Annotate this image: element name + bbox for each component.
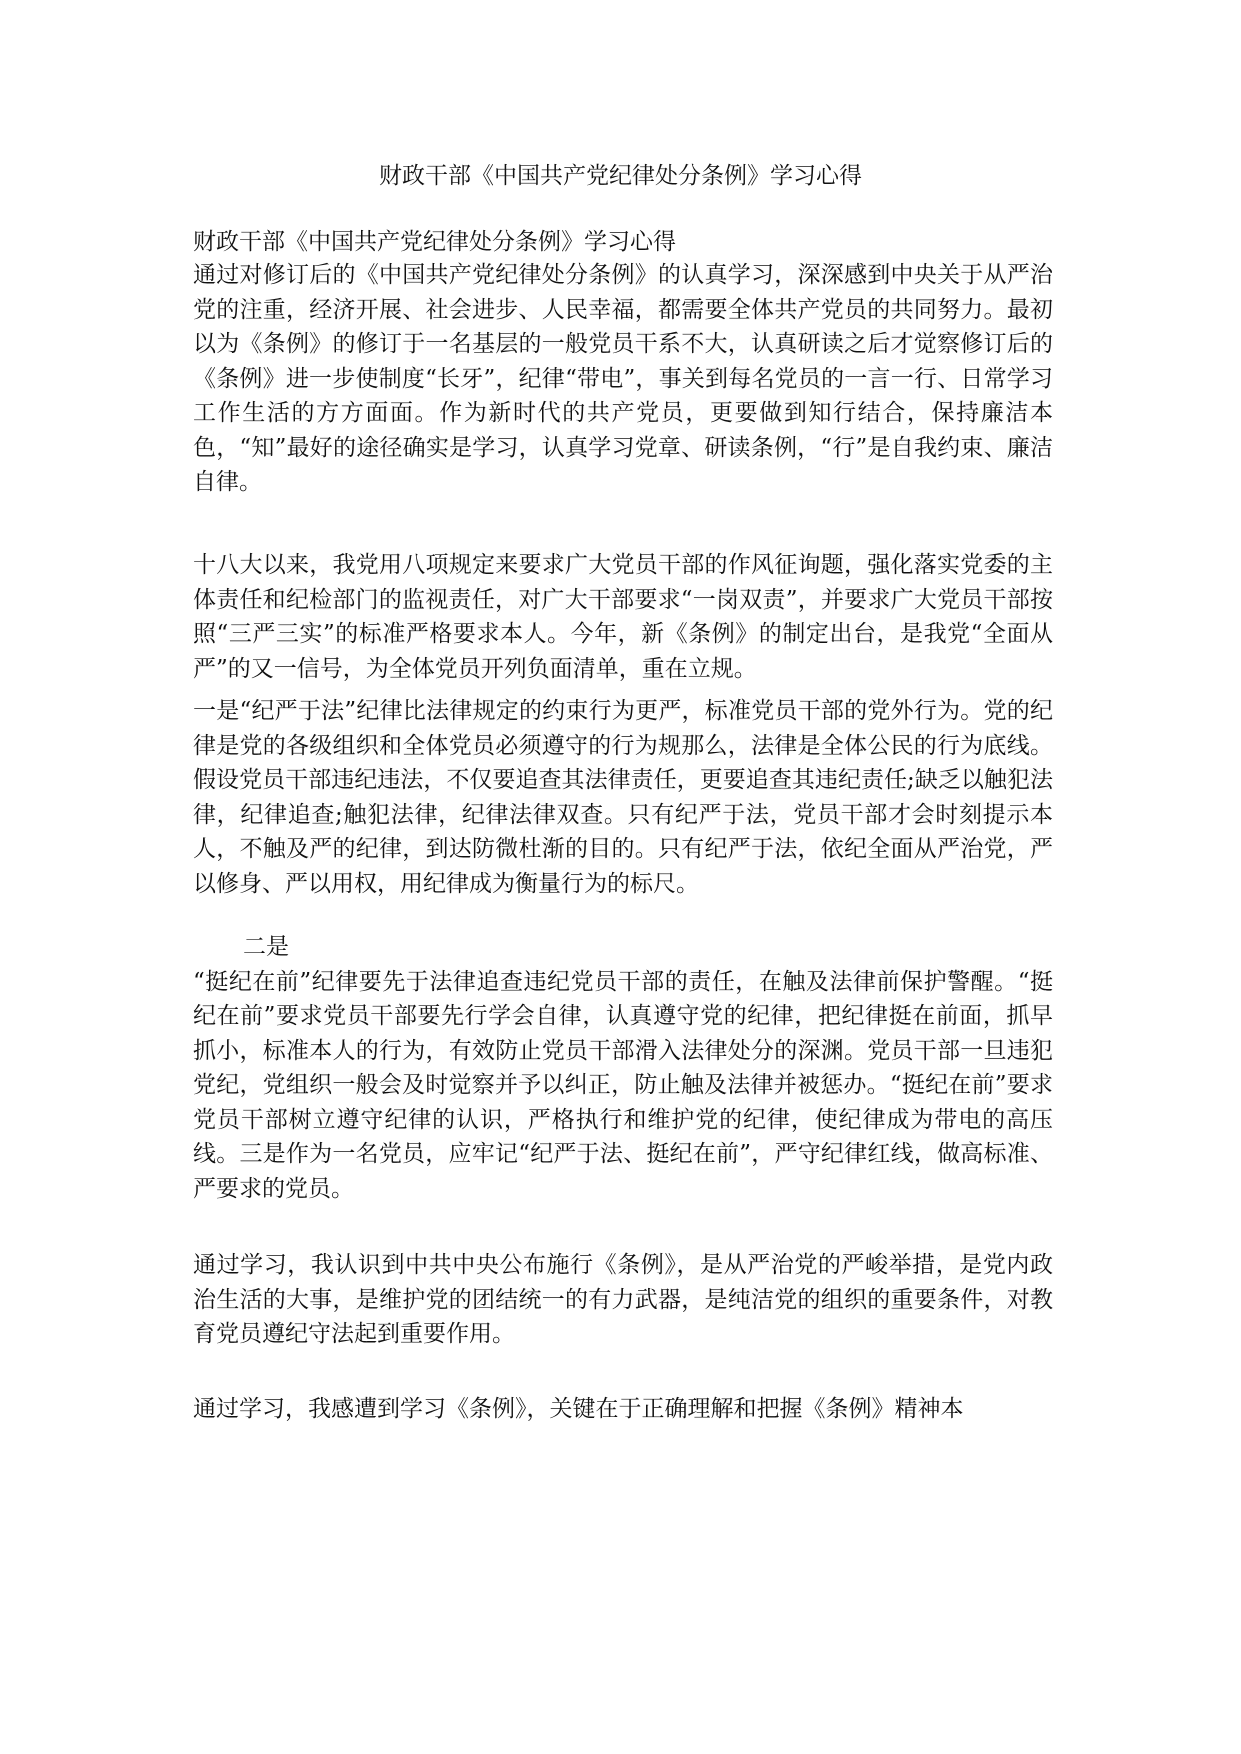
paragraph-eight-rules: 十八大以来，我党用八项规定来要求广大党员干部的作风征询题，强化落实党委的主体责任和纪检部门的监视责任，对广大干部要求“一岗双责”，并要求广大党员干部按照“三严三实”的标准严格要求本人。今年，新《条例》的制定出台，是我党“全面从严”的又一信号，为全体党员开列负面清单，重在立规。 xyxy=(193,552,1053,682)
paragraph-conclusion-one: 通过学习，我认识到中共中央公布施行《条例》，是从严治党的严峻举措，是党内政治生活的大事，是维护党的团结统一的有力武器，是纯洁党的组织的重要条件，对教育党员遵纪守法起到重要作用。 xyxy=(193,1252,1053,1347)
paragraph-point-two xyxy=(193,930,1053,1206)
point-two-label: 二是 xyxy=(243,934,289,960)
paragraph-conclusion-two: 通过学习，我感遭到学习《条例》，关键在于正确理解和把握《条例》精神本 xyxy=(193,1396,964,1422)
paragraph-point-one: 一是“纪严于法”纪律比法律规定的约束行为更严，标准党员干部的党外行为。党的纪律是党的各级组织和全体党员必须遵守的行为规那么，法律是全体公民的行为底线。假设党员干部违纪违法，不仅要追查其法律责任，更要追查其违纪责任;缺乏以触犯法律，纪律追查;触犯法律，纪律法律双查。只有纪严于法，党员干部才会时刻提示本人，不触及严的纪律，到达防微杜渐的目的。只有纪严于法，依纪全面从严治党，严以修身、严以用权，用纪律成为衡量行为的标尺。 xyxy=(193,698,1053,897)
page-title: 财政干部《中国共产党纪律处分条例》学习心得 xyxy=(379,163,862,189)
paragraph-intro: 通过对修订后的《中国共产党纪律处分条例》的认真学习，深深感到中央关于从严治党的注重，经济开展、社会进步、人民幸福，都需要全体共产党员的共同努力。最初以为《条例》的修订于一名基层的一般党员干系不大，认真研读之后才觉察修订后的《条例》进一步使制度“长牙”，纪律“带电”，事关到每名党员的一言一行、日常学习工作生活的方方面面。作为新时代的共产党员，更要做到知行结合，保持廉洁本色，“知”最好的途径确实是学习，认真学习党章、研读条例，“行”是自我约束、廉洁自律。 xyxy=(193,262,1053,495)
point-two-text: “挺纪在前”纪律要先于法律追查违纪党员干部的责任，在触及法律前保护警醒。“挺纪在前”要求党员干部要先行学会自律，认真遵守党的纪律，把纪律挺在前面，抓早抓小，标准本人的行为，有效防止党员干部滑入法律处分的深渊。党员干部一旦违犯党纪，党组织一般会及时觉察并予以纠正，防止触及法律并被惩办。“挺纪在前”要求党员干部树立遵守纪律的认识，严格执行和维护党的纪律，使纪律成为带电的高压线。三是作为一名党员，应牢记“纪严于法、挺纪在前”，严守纪律红线，做高标准、严要求的党员。 xyxy=(193,968,1053,1202)
document-subtitle: 财政干部《中国共产党纪律处分条例》学习心得 xyxy=(193,229,676,255)
